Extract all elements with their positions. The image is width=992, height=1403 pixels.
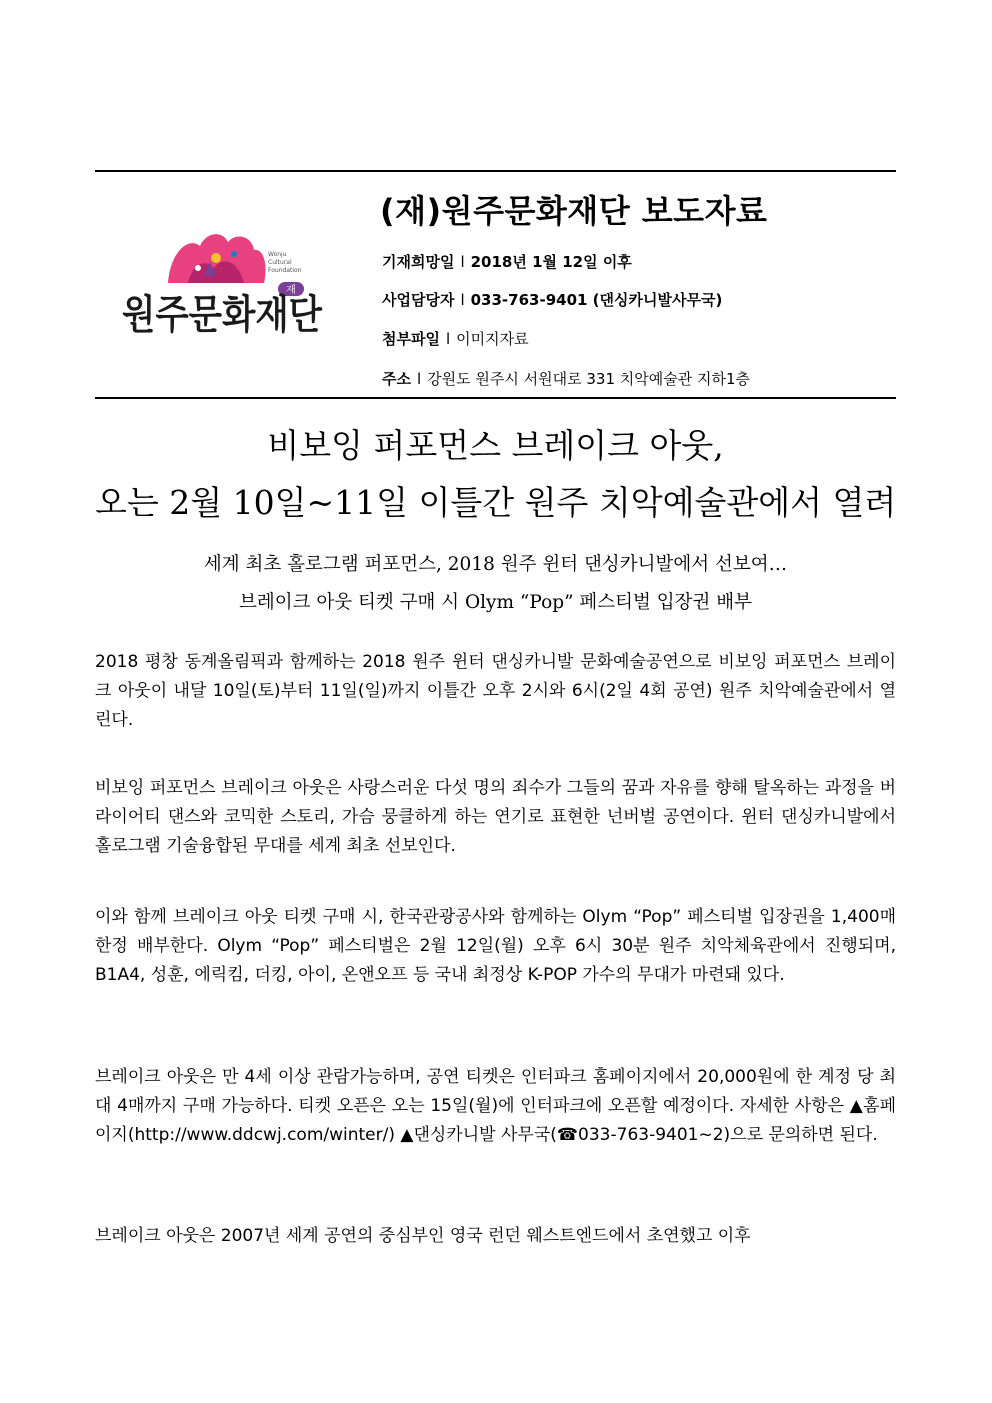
subheadline-line-1: 세계 최초 홀로그램 퍼포먼스, 2018 원주 윈터 댄싱카니발에서 선보여…	[203, 554, 788, 575]
meta-value: 강원도 원주시 서원대로 331 치악예술관 지하1층	[427, 370, 750, 388]
body-paragraph-4	[95, 1063, 896, 1150]
paragraph-text: 이와 함께 브레이크 아웃 티켓 구매 시, 한국관광공사와 함께하는 Olym “Pop” 페스티벌 입장권을 1,400매 한정 배부한다. Olym “Pop” 페스티벌은 2월 12일(월) 오후 6시 30분 원주 치악체육관에서 진행되며, B1A4, 성훈, 에릭킴, 더킹, 아이, 온앤오프 등 국내 최정상 K-POP 가수의 무대가 마련돼 있다.	[95, 907, 896, 985]
press-release-title: (재)원주문화재단 보도자료	[380, 192, 768, 230]
meta-row-address	[382, 368, 750, 389]
meta-label: 기재희망일	[382, 253, 455, 271]
logo-subtext-2: Cultural	[268, 259, 292, 266]
headline-line-2: 오는 2월 10일~11일 이틀간 원주 치악예술관에서 열려	[95, 483, 897, 522]
meta-label: 주소	[382, 370, 411, 388]
subheadline-line-2: 브레이크 아웃 티켓 구매 시 Olym “Pop” 페스티벌 입장권 배부	[238, 592, 753, 613]
meta-separator: l	[445, 330, 451, 348]
meta-separator: l	[460, 291, 465, 309]
meta-row-attachment	[382, 328, 529, 349]
meta-value: 이미지자료	[456, 330, 529, 348]
meta-separator: l	[416, 370, 422, 388]
logo-badge-text: 재	[286, 285, 296, 296]
paragraph-text: 비보잉 퍼포먼스 브레이크 아웃은 사랑스러운 다섯 명의 죄수가 그들의 꿈과 자유를 향해 탈옥하는 과정을 버라이어티 댄스와 코믹한 스토리, 가슴 뭉클하게 하는 연기로 표현한 넌버벌 공연이다. 윈터 댄싱카니발에서 홀로그램 기술융합된 무대를 세계 최초 선보인다.	[95, 778, 896, 856]
meta-row-date	[382, 251, 632, 272]
logo-sun-dot	[211, 253, 221, 263]
meta-label: 사업담당자	[382, 291, 455, 309]
top-rule	[95, 170, 896, 172]
paragraph-text: 2018 평창 동계올림픽과 함께하는 2018 원주 윈터 댄싱카니발 문화예술공연으로 비보잉 퍼포먼스 브레이크 아웃이 내달 10일(토)부터 11일(일)까지 이틀간 오후 2시와 6시(2일 4회 공연) 원주 치악예술관에서 열린다.	[95, 652, 896, 730]
logo-blue-dot	[231, 251, 237, 257]
bottom-rule	[95, 397, 896, 399]
body-paragraph-1	[95, 648, 896, 735]
meta-separator: l	[460, 253, 465, 271]
meta-value: 2018년 1월 12일 이후	[470, 253, 632, 271]
logo-star-dot	[195, 265, 201, 271]
meta-row-contact	[382, 289, 722, 310]
logo-subtext-3: Foundation	[268, 267, 302, 274]
body-paragraph-2	[95, 774, 896, 861]
body-paragraph-3	[95, 903, 896, 990]
paragraph-text: 브레이크 아웃은 2007년 세계 공연의 중심부인 영국 런던 웨스트엔드에서 초연했고 이후	[95, 1226, 751, 1246]
foundation-logo	[118, 228, 328, 348]
logo-subtext-1: Wonju	[268, 251, 287, 258]
meta-label: 첨부파일	[382, 330, 440, 348]
logo-graphic	[118, 228, 328, 348]
headline-line-1: 비보잉 퍼포먼스 브레이크 아웃,	[267, 426, 724, 465]
logo-wordmark: 원주문화재단	[122, 291, 324, 338]
meta-value: 033-763-9401 (댄싱카니발사무국)	[470, 291, 723, 309]
body-paragraph-5	[95, 1222, 896, 1251]
paragraph-text: 브레이크 아웃은 만 4세 이상 관람가능하며, 공연 티켓은 인터파크 홈페이지에서 20,000원에 한 계정 당 최대 4매까지 구매 가능하다. 티켓 오픈은 오는 15일(월)에 인터파크에 오픈할 예정이다. 자세한 사항은 ▲홈페이지(http://www.ddcwj.com/winter/) ▲댄싱카니발 사무국(☎033-763-9401~2)으로 문의하면 된다.	[95, 1067, 896, 1145]
